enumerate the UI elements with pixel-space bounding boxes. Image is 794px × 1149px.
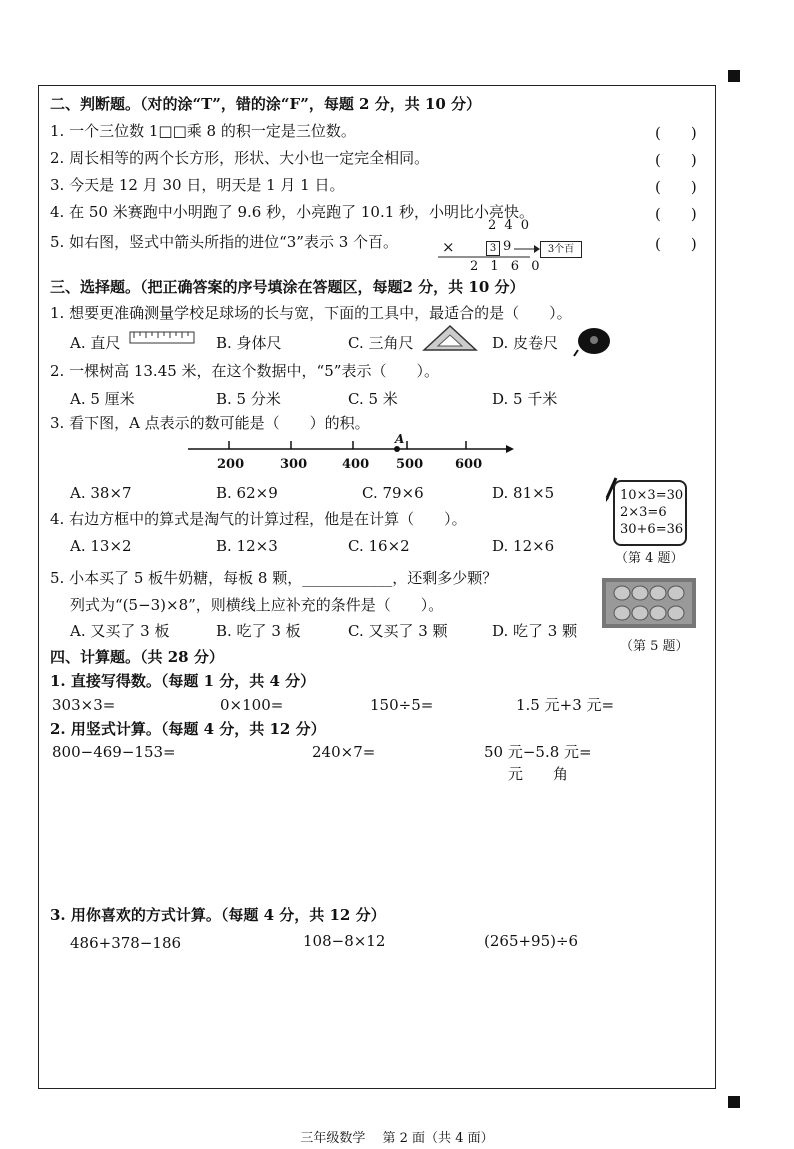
judge-item-2: 2. 周长相等的两个长方形，形状、大小也一定完全相同。 [50,149,430,167]
judge-item-4: 4. 在 50 米赛跑中小明跑了 9.6 秒，小亮跑了 10.1 秒，小明比小亮快。 [50,203,535,221]
point-a-label: A [395,432,405,446]
p3-item-2: 108−8×12 [303,932,386,950]
tick-label-600: 600 [455,457,483,472]
mult-top-number: 2 4 0 [488,218,532,233]
answer-paren-1[interactable]: ( ) [655,124,697,142]
carry-label: 3个百 [547,244,575,255]
q4-box-line-2: 2×3=6 [620,505,667,520]
judge-item-5: 5. 如右图，竖式中箭头所指的进位“3”表示 3 个百。 [50,233,399,251]
q4-box-line-3: 30+6=36 [620,522,684,537]
mult-second-digit: 9 [503,239,512,254]
q1-option-d[interactable]: D. 皮卷尺 [492,334,559,352]
q3-option-c[interactable]: C. 79×6 [362,484,424,502]
p3-item-1: 486+378−186 [70,934,182,952]
answer-paren-3[interactable]: ( ) [655,178,697,196]
p1-item-2: 0×100= [220,696,284,714]
mult-result: 2 1 6 0 [470,259,544,274]
tick-label-400: 400 [342,457,370,472]
q3-stem: 3. 看下图，A 点表示的数可能是（ ）的积。 [50,414,370,432]
section3-title: 三、选择题。（把正确答案的序号填涂在答题区，每题2 分，共 10 分） [50,278,525,296]
p2-title: 2. 用竖式计算。（每题 4 分，共 12 分） [50,720,326,738]
q4-caption: （第 4 题） [615,551,684,566]
q3-option-a[interactable]: A. 38×7 [70,484,132,502]
section2-title: 二、判断题。（对的涂“T”，错的涂“F”，每题 2 分，共 10 分） [50,95,482,113]
q3-option-b[interactable]: B. 62×9 [216,484,278,502]
q4-box-line-1: 10×3=30 [620,488,684,503]
number-line [0,0,794,480]
judge-item-1: 1. 一个三位数 1□□乘 8 的积一定是三位数。 [50,122,356,140]
p2-item-3: 50 元−5.8 元= [484,743,592,761]
tick-label-500: 500 [396,457,424,472]
corner-marker-bottom [728,1096,740,1108]
q4-option-d[interactable]: D. 12×6 [492,537,555,555]
p3-item-3: (265+95)÷6 [484,932,579,950]
q2-option-d[interactable]: D. 5 千米 [492,390,558,408]
carry-digit: 3 [489,243,497,254]
q5-option-c[interactable]: C. 又买了 3 颗 [348,622,448,640]
q5-stem-line-2: 列式为“(5−3)×8”，则横线上应补充的条件是（ ）。 [70,596,444,614]
q4-option-b[interactable]: B. 12×3 [216,537,278,555]
q2-option-c[interactable]: C. 5 米 [348,390,398,408]
q3-option-d[interactable]: D. 81×5 [492,484,555,502]
answer-paren-2[interactable]: ( ) [655,151,697,169]
judge-item-3: 3. 今天是 12 月 30 日，明天是 1 月 1 日。 [50,176,345,194]
p3-title: 3. 用你喜欢的方式计算。（每题 4 分，共 12 分） [50,906,386,924]
q4-stem: 4. 右边方框中的算式是淘气的计算过程，他是在计算（ ）。 [50,510,467,528]
p2-item-1: 800−469−153= [52,743,176,761]
answer-paren-5[interactable]: ( ) [655,235,697,253]
q5-option-d[interactable]: D. 吃了 3 颗 [492,622,578,640]
q2-option-a[interactable]: A. 5 厘米 [70,390,135,408]
q2-stem: 2. 一棵树高 13.45 米，在这个数据中，“5”表示（ ）。 [50,362,439,380]
tick-label-200: 200 [217,457,245,472]
p1-item-4: 1.5 元+3 元= [516,696,615,714]
page-footer: 三年级数学 第 2 面（共 4 面） [300,1131,494,1146]
section4-title: 四、计算题。（共 28 分） [50,648,224,666]
q5-caption: （第 5 题） [620,639,689,654]
q5-stem: 5. 小本买了 5 板牛奶糖，每板 8 颗，____________，还剩多少颗？ [50,569,498,587]
p1-item-1: 303×3= [52,696,116,714]
p2-unit: 元 角 [508,765,569,783]
q4-option-a[interactable]: A. 13×2 [70,537,132,555]
q1-option-c[interactable]: C. 三角尺 [348,334,414,352]
q5-option-b[interactable]: B. 吃了 3 板 [216,622,301,640]
answer-paren-4[interactable]: ( ) [655,205,697,223]
q1-stem: 1. 想要更准确测量学校足球场的长与宽，下面的工具中，最适合的是（ ）。 [50,304,572,322]
q1-option-b[interactable]: B. 身体尺 [216,334,282,352]
candy-pack-photo [602,578,696,628]
p1-title: 1. 直接写得数。（每题 1 分，共 4 分） [50,672,316,690]
mult-times-sign: × [442,238,455,256]
q4-option-c[interactable]: C. 16×2 [348,537,410,555]
q2-option-b[interactable]: B. 5 分米 [216,390,281,408]
q5-option-a[interactable]: A. 又买了 3 板 [70,622,170,640]
p2-item-2: 240×7= [312,743,376,761]
p1-item-3: 150÷5= [370,696,434,714]
q1-option-a[interactable]: A. 直尺 [70,334,121,352]
tick-label-300: 300 [280,457,308,472]
